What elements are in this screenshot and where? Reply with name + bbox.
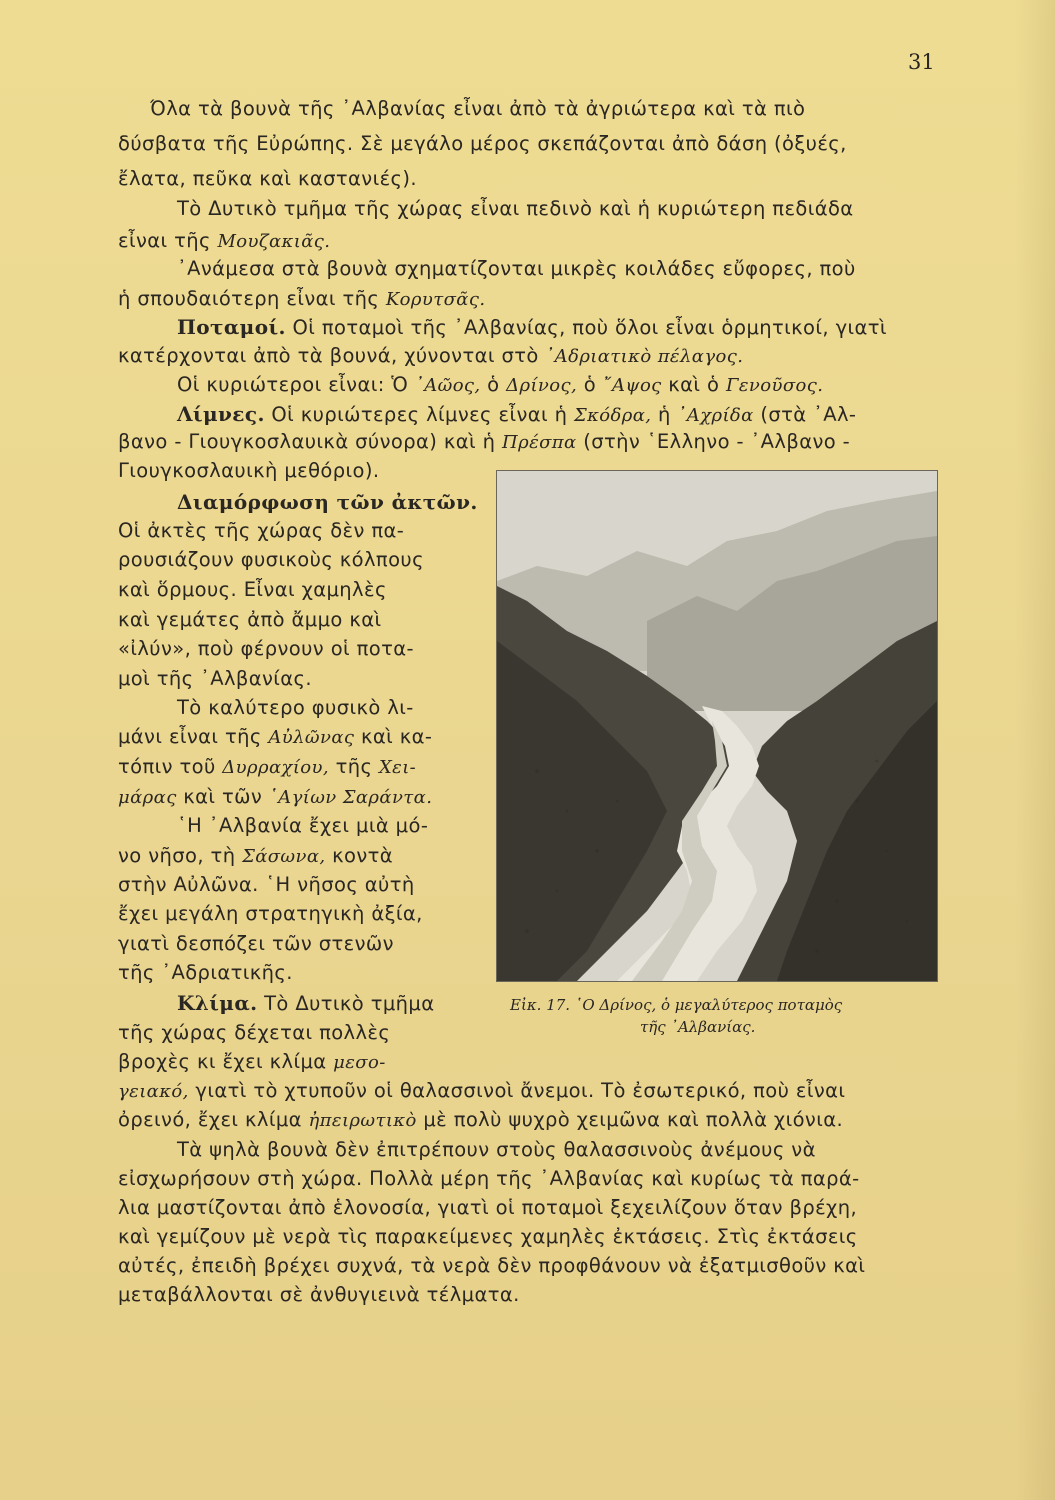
text-line: γειακό, γιατὶ τὸ χτυποῦν οἱ θαλασσινοὶ ἄνεμοι. Τὸ ἐσωτερικό, ποὺ εἶναι (118, 1079, 846, 1102)
river-gorge-illustration (497, 471, 937, 981)
text-line: εἶναι τῆς Μουζακιᾶς. (118, 229, 331, 252)
text-line: νο νῆσο, τὴ Σάσωνα, κοντὰ (118, 844, 394, 867)
page-edge-shadow (1015, 0, 1055, 1500)
place-name-korytsa: Κορυτσᾶς. (385, 289, 486, 310)
text-line: στὴν Αὐλῶνα. ῾Η νῆσος αὐτὴ (118, 873, 415, 896)
section-heading-climate: Κλίμα. (177, 991, 258, 1015)
text-line: κατέρχονται ἀπὸ τὰ βουνά, χύνονται στὸ ᾽Αδριατικὸ πέλαγος. (118, 344, 744, 367)
text-line: Κλίμα. Τὸ Δυτικὸ τμῆμα (177, 991, 435, 1015)
text-line: Τὸ Δυτικὸ τμῆμα τῆς χώρας εἶναι πεδινὸ καὶ ἡ κυριώτερη πεδιάδα (177, 197, 854, 220)
text-line: Οἱ ἀκτὲς τῆς χώρας δὲν πα- (118, 519, 405, 542)
text-line: βανο - Γιουγκοσλαυικὰ σύνορα) καὶ ἡ Πρέσπα (στὴν ῾Ελληνο - ᾽Αλβανο - (118, 430, 851, 453)
text-line: καὶ γεμάτες ἀπὸ ἄμμο καὶ (118, 608, 382, 631)
text-line: Οἱ κυριώτεροι εἶναι: Ὁ ᾽Αῶος, ὁ Δρίνος, ὁ ῎Αψος καὶ ὁ Γενοῦσος. (177, 373, 824, 396)
text-line: βροχὲς κι ἔχει κλίμα μεσο- (118, 1050, 386, 1073)
text-line: Τὸ καλύτερο φυσικὸ λι- (177, 696, 414, 719)
text-line: λια μαστίζονται ἀπὸ ἑλονοσία, γιατὶ οἱ ποταμοὶ ξεχειλίζουν ὅταν βρέχη, (118, 1196, 858, 1219)
figure-caption: Εἰκ. 17. ῾Ο Δρίνος, ὁ μεγαλύτερος ποταμὸς (510, 996, 843, 1014)
page-number: 31 (908, 50, 935, 74)
text-line: ᾽Ανάμεσα στὰ βουνὰ σχηματίζονται μικρὲς κοιλάδες εὔφορες, ποὺ (177, 257, 856, 280)
text-line: μοὶ τῆς ᾽Αλβανίας. (118, 667, 312, 690)
text-line: δύσβατα τῆς Εὐρώπης. Σὲ μεγάλο μέρος σκεπάζονται ἀπὸ δάση (ὀξυές, (118, 132, 847, 155)
section-heading-coasts: Διαμόρφωση τῶν ἀκτῶν. (177, 490, 478, 514)
text-line: ρουσιάζουν φυσικοὺς κόλπους (118, 548, 424, 571)
text-line: τῆς χώρας δέχεται πολλὲς (118, 1021, 391, 1044)
text-line: Ποταμοί. Οἱ ποταμοὶ τῆς ᾽Αλβανίας, ποὺ ὅλοι εἶναι ὁρμητικοί, γιατὶ (177, 315, 887, 339)
text-line: Τὰ ψηλὰ βουνὰ δὲν ἐπιτρέπουν στοὺς θαλασσινοὺς ἀνέμους νὰ (177, 1138, 816, 1161)
text-line: μεταβάλλονται σὲ ἀνθυγιεινὰ τέλματα. (118, 1283, 520, 1306)
text-line: αὐτές, ἐπειδὴ βρέχει συχνά, τὰ νερὰ δὲν προφθάνουν νὰ ἐξατμισθοῦν καὶ (118, 1254, 866, 1277)
text-line (177, 489, 478, 516)
text-line: ἔχει μεγάλη στρατηγικὴ ἀξία, (118, 902, 423, 925)
text-line: «ἰλύν», ποὺ φέρνουν οἱ ποτα- (118, 637, 414, 660)
text-line: τόπιν τοῦ Δυρραχίου, τῆς Χει- (118, 755, 417, 778)
text-line: μάνι εἶναι τῆς Αὐλῶνας καὶ κα- (118, 725, 433, 748)
text-line: τῆς ᾽Αδριατικῆς. (118, 961, 293, 984)
figure-caption-line2: τῆς ᾽Αλβανίας. (640, 1018, 756, 1036)
section-heading-lakes: Λίμνες. (177, 402, 265, 426)
text-line: Γιουγκοσλαυικὴ μεθόριο). (118, 459, 380, 482)
text-line: καὶ γεμίζουν μὲ νερὰ τὶς παρακείμενες χαμηλὲς ἐκτάσεις. Στὶς ἐκτάσεις (118, 1225, 858, 1248)
text-line: μάρας καὶ τῶν ῾Αγίων Σαράντα. (118, 785, 433, 808)
text-line: εἰσχωρήσουν στὴ χώρα. Πολλὰ μέρη τῆς ᾽Αλβανίας καὶ κυρίως τὰ παρά- (118, 1167, 860, 1190)
section-heading-rivers: Ποταμοί. (177, 315, 286, 339)
text-line: γιατὶ δεσπόζει τῶν στενῶν (118, 932, 394, 955)
text-line: ἔλατα, πεῦκα καὶ καστανιές). (118, 167, 417, 190)
text-line: Λίμνες. Οἱ κυριώτερες λίμνες εἶναι ἡ Σκόδρα, ἡ ᾽Αχρίδα (στὰ ᾽Αλ- (177, 402, 857, 426)
text-line: ἡ σπουδαιότερη εἶναι τῆς Κορυτσᾶς. (118, 287, 486, 310)
river-gorge-photo (496, 470, 938, 982)
place-name-mouzakia: Μουζακιᾶς. (217, 231, 331, 252)
text-line: καὶ ὅρμους. Εἶναι χαμηλὲς (118, 578, 387, 601)
text-line: ὀρεινό, ἔχει κλίμα ἠπειρωτικὸ μὲ πολὺ ψυχρὸ χειμῶνα καὶ πολλὰ χιόνια. (118, 1108, 844, 1131)
sea-name-adriatic: ᾽Αδριατικὸ πέλαγος. (545, 346, 744, 367)
text-line: ῾Η ᾽Αλβανία ἔχει μιὰ μό- (177, 814, 429, 837)
text-line: Όλα τὰ βουνὰ τῆς ᾽Αλβανίας εἶναι ἀπὸ τὰ ἀγριώτερα καὶ τὰ πιὸ (150, 97, 806, 120)
